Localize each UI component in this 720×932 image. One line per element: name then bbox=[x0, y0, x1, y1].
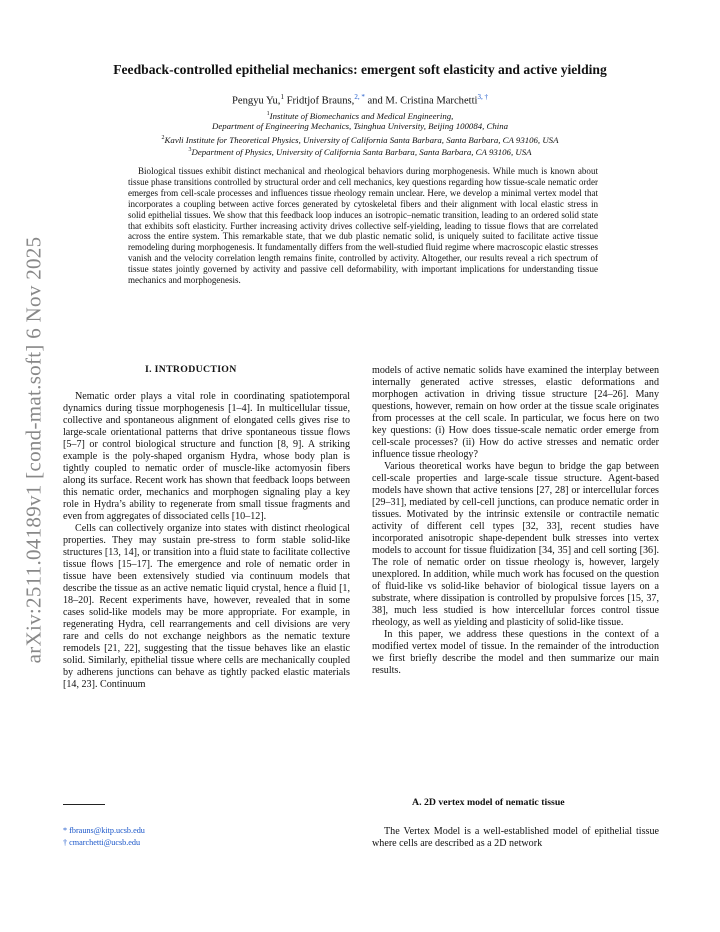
footnote-rule bbox=[63, 804, 105, 805]
affiliation-1b bbox=[0, 121, 720, 132]
paragraph: Cells can collectively organize into states with distinct rheological properties. They may sustain pre-stress to form stable solid-like structures [13, 14], or transition into a fluid state to facilitate collective tissue flows [15–17]. The emergence and role of nematic order in tissue have been extensively studied via continuum models that describe the tissue as an active nematic liquid crystal, hence a fluid [1, 18–20]. Recent experiments have, however, revealed that in some cases solid-like models may be more appropriate. For example, in regenerating Hydra, cell rearrangements and cell divisions are very rare and cells do not exchange neighbors as the nematic texture remodels [21, 22], suggesting that the tissue behaves like an elastic solid. Similarly, epithelial tissue where cells are mechanically coupled by adherens junctions can behave as tightly packed elastic materials [14, 23]. Continuum bbox=[63, 523, 350, 690]
footnote-email-marchetti[interactable] bbox=[63, 838, 140, 847]
email-link[interactable]: cmarchetti@ucsb.edu bbox=[69, 838, 141, 847]
right-column-continued bbox=[372, 826, 659, 850]
author-1: Pengyu Yu, bbox=[232, 95, 281, 107]
abstract: Biological tissues exhibit distinct mechanical and rheological behaviors during morphogenesis. While much is known about tissue phase transitions controlled by structural order and cell mechanics, key questions regarding how tissue-scale nematic order emerges from cell-scale processes and influences tissue rheology remain unclear. Here, we develop a minimal vertex model that incorporates a coupling between active forces generated by cytoskeletal fibers and their alignment with local elastic stress in solid epithelial tissues. We show that this feedback loop induces an isotropic–nematic transition, leading to an ordered solid state that exhibits soft elasticity. Further increasing activity drives collective self-yielding, leading to tissue flows that are correlated across the entire system. This remarkable state, that we dub plastic nematic solid, is uniquely suited to facilitate active tissue remodeling during morphogenesis. It fundamentally differs from the well-studied fluid regime where macroscopic elastic stresses vanish and the velocity correlation length remains finite, controlled by activity. Altogether, our results reveal a rich spectrum of tissue states jointly governed by activity and passive cell deformability, with important implications for understanding tissue mechanics and morphogenesis. bbox=[128, 166, 598, 286]
paragraph: The Vertex Model is a well-established model of epithelial tissue where cells are described as a 2D network bbox=[372, 826, 659, 849]
affiliation-3-sup: 3 bbox=[188, 147, 192, 153]
footnote-mark: * bbox=[63, 826, 68, 835]
affiliation-3-text: Department of Physics, University of California Santa Barbara, Santa Barbara, CA 93106, USA bbox=[191, 146, 532, 157]
affiliation-1b-text: Department of Engineering Mechanics, Tsinghua University, Beijing 100084, China bbox=[211, 121, 509, 131]
author-1-sup: 1 bbox=[280, 93, 284, 101]
email-link[interactable]: fbrauns@kitp.ucsb.edu bbox=[69, 826, 145, 835]
author-2: Fridtjof Brauns, bbox=[283, 95, 355, 107]
subsection-heading: A. 2D vertex model of nematic tissue bbox=[412, 797, 565, 808]
author-list bbox=[0, 93, 720, 107]
paragraph: Nematic order plays a vital role in coordinating spatiotemporal dynamics during tissue morphogenesis [1–4]. In multicellular tissue, collective and spontaneous alignment of elongated cells gives rise to large-scale orientational patterns that drive spontaneous tissue flows [5–7] or control biological structure and function [8, 9]. A striking example is the poly-shaped organism Hydra, whose body plan is tightly coupled to nematic order of muscle-like actomyosin fibers along its surface. Recent work has shown that feedback loops between this nematic order, mechanics and morphogen signaling play a key role in Hydra’s ability to regenerate from small tissue fragments and even from aggregates of dissociated cells [10–12]. bbox=[63, 391, 350, 522]
section-heading-introduction: I. INTRODUCTION bbox=[145, 364, 237, 375]
author-3: and M. Cristina Marchetti bbox=[364, 95, 478, 107]
arxiv-identifier-text: arXiv:2511.04189v1 [cond-mat.soft] 6 Nov 2025 bbox=[21, 236, 46, 664]
affiliation-3 bbox=[0, 145, 720, 158]
paragraph: Various theoretical works have begun to bridge the gap between cell-scale properties and large-scale tissue structure. Agent-based models have shown that active tensions [27, 28] or intercellular forces [29–31], mediated by cell-cell junctions, can produce nematic order in tissues. Motivated by the intrinsic extensile or contractile nematic activity of different cell types [32, 33], recent studies have incorporated anisotropic shape-dependent bulk stresses into vertex models to account for tissue fluidization [34, 35] and cell sorting [36]. The role of nematic order on tissue rheology is, however, largely unexplored. In addition, while much work has focused on the question of fluid-like vs solid-like behavior of biological tissue layers on a substrate, where dissipation is controlled by propulsive forces [15, 37, 38], much less studied is how intercellular forces control tissue rheology, as well as yielding and plasticity of solid-like tissue. bbox=[372, 461, 659, 628]
affiliation-1 bbox=[0, 109, 720, 122]
paragraph: In this paper, we address these questions in the context of a modified vertex model of tissue. In the remainder of the introduction we first briefly describe the model and then summarize our main results. bbox=[372, 629, 659, 676]
footnote-email-brauns[interactable] bbox=[63, 826, 145, 835]
affiliation-2-text: Kavli Institute for Theoretical Physics, University of California Santa Barbara, Santa Barbara, CA 93106, USA bbox=[164, 134, 559, 145]
affiliation-2-sup: 2 bbox=[161, 135, 165, 141]
affiliation-1-text: Institute of Biomechanics and Medical Engineering, bbox=[269, 110, 454, 121]
affiliation-2 bbox=[0, 133, 720, 146]
left-column bbox=[63, 391, 350, 691]
author-3-sup[interactable]: 3, † bbox=[477, 93, 488, 101]
paper-title: Feedback-controlled epithelial mechanics: emergent soft elasticity and active yielding bbox=[113, 62, 607, 77]
paragraph: models of active nematic solids have examined the interplay between internally generated active stresses, elastic deformations and morphogen activation in driving tissue structure [24–26]. Many questions, however, remain on how order at the tissue scale originates from processes at the cell scale. In particular, we focus here on two key questions: (i) How does tissue-scale nematic order emerge from cell-scale processes? (ii) How do active stresses and nematic order influence tissue rheology? bbox=[372, 365, 659, 460]
affiliation-1-sup: 1 bbox=[266, 111, 270, 117]
arxiv-identifier-sidebar bbox=[21, 225, 46, 675]
right-column bbox=[372, 365, 659, 677]
author-2-sup[interactable]: 2, * bbox=[354, 93, 365, 101]
footnote-mark: † bbox=[63, 838, 68, 847]
